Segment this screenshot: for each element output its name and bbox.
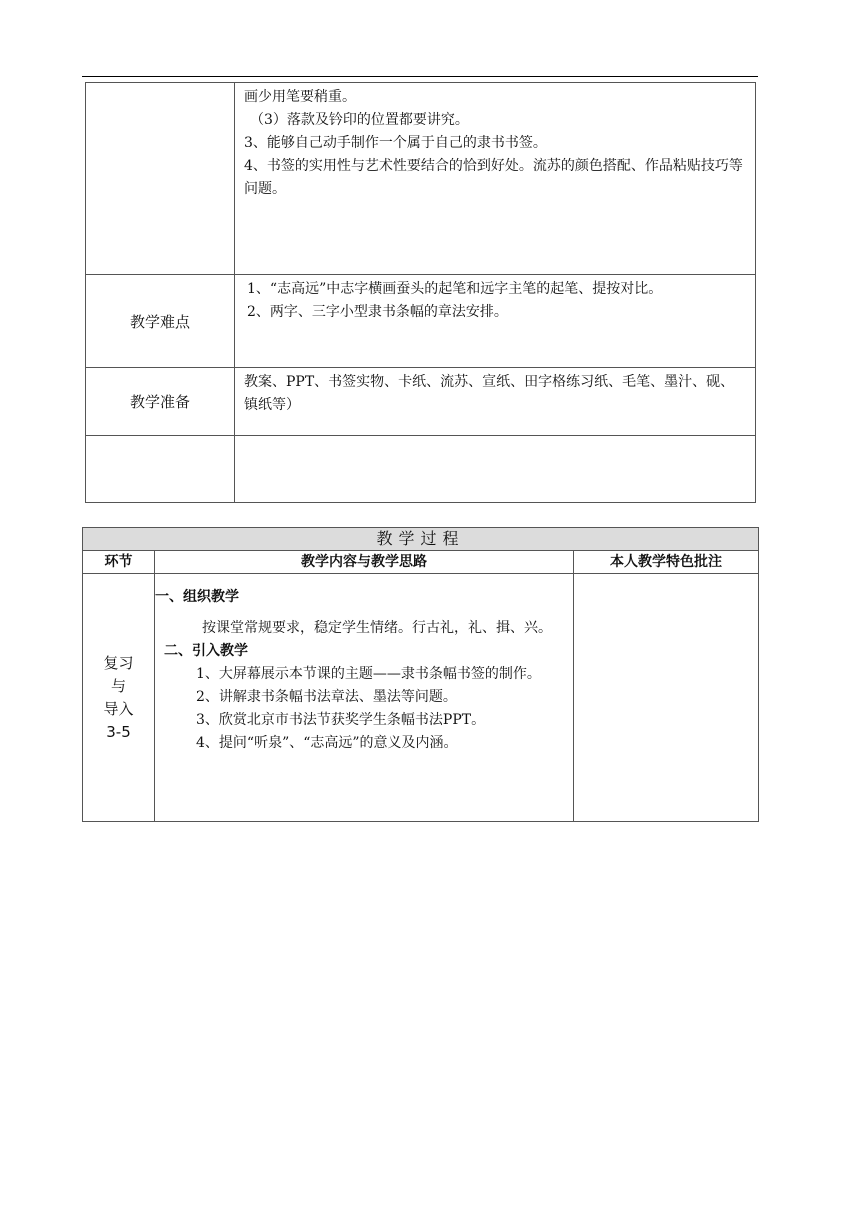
column-header: 本人教学特色批注: [574, 551, 759, 574]
empty-content-cell: [235, 436, 756, 503]
section-label-line: 3-5: [106, 722, 131, 741]
text-line: 2、两字、三字小型隶书条幅的章法安排。: [247, 304, 508, 320]
section-label-line: 复习: [103, 653, 134, 672]
section-heading: 一、组织教学: [155, 589, 239, 605]
list-item: 1、大屏幕展示本节课的主题——隶书条幅书签的制作。: [196, 666, 541, 682]
teaching-process-table: [82, 527, 759, 822]
table-row: [83, 574, 759, 822]
process-banner: 教学过程: [83, 528, 759, 551]
column-header: 教学内容与教学思路: [155, 551, 574, 574]
list-item: 2、讲解隶书条幅书法章法、墨法等问题。: [196, 689, 457, 705]
column-header: 环节: [83, 551, 155, 574]
difficulty-label: 教学难点: [86, 275, 235, 368]
text-line: 4、书签的实用性与艺术性要结合的恰到好处。流苏的颜色搭配、作品粘贴技巧等问题。: [244, 158, 743, 197]
process-content: [155, 574, 574, 822]
table-row: [86, 436, 756, 503]
preparation-cell: [235, 368, 756, 436]
lesson-plan-table: [85, 82, 756, 503]
text-line: 教案、PPT、书签实物、卡纸、流苏、宣纸、田字格练习纸、毛笔、墨汁、砚、镇纸等）: [244, 374, 735, 413]
table-row: [83, 551, 759, 574]
section-label-line: 导入: [103, 699, 134, 718]
table-row: [86, 275, 756, 368]
empty-label-cell: [86, 436, 235, 503]
table-row: [83, 528, 759, 551]
header-rule: [82, 76, 758, 77]
section-label-line: 与: [110, 676, 126, 695]
empty-label-cell: [86, 83, 235, 275]
text-line: 3、能够自己动手制作一个属于自己的隶书书签。: [244, 135, 547, 151]
preparation-label: 教学准备: [86, 368, 235, 436]
table-row: [86, 368, 756, 436]
paragraph: 按课堂常规要求，稳定学生情绪。行古礼，礼、揖、兴。: [202, 620, 552, 636]
section-label: [83, 574, 155, 822]
text-line: 画少用笔要稍重。: [244, 89, 356, 105]
list-item: 4、提问“听泉”、“志高远”的意义及内涵。: [196, 735, 458, 751]
teaching-points-cell: [235, 83, 756, 275]
text-line: 1、“志高远”中志字横画蚕头的起笔和远字主笔的起笔、提按对比。: [247, 281, 663, 297]
difficulty-cell: [235, 275, 756, 368]
table-row: [86, 83, 756, 275]
list-item: 3、欣赏北京市书法节获奖学生条幅书法PPT。: [196, 712, 486, 728]
section-heading: 二、引入教学: [164, 643, 248, 659]
notes-cell: [574, 574, 759, 822]
text-line: （3）落款及钤印的位置都要讲究。: [250, 112, 469, 128]
